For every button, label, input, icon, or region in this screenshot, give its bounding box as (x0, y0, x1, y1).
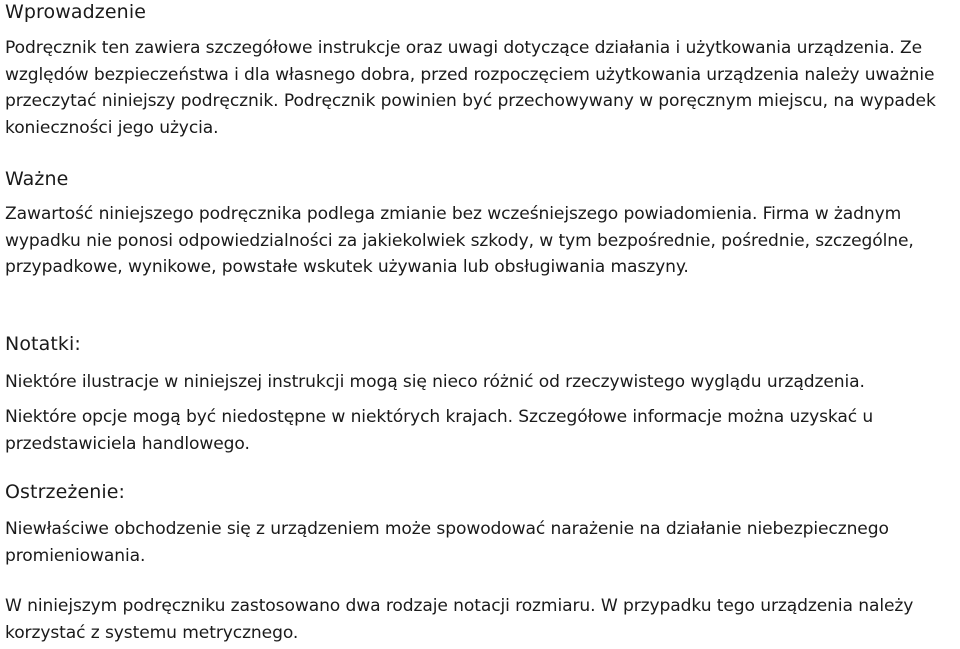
warning-paragraph: Niewłaściwe obchodzenie się z urządzeniem może spowodować narażenie na działanie niebezpiecznego promieniowania. (5, 519, 889, 566)
section-heading-warning: Ostrzeżenie: (5, 481, 126, 503)
notes-paragraph-illustrations: Niektóre ilustracje w niniejszej instrukcji mogą się nieco różnić od rzeczywistego wyglądu urządzenia. (5, 372, 865, 392)
notes-paragraph-options: Niektóre opcje mogą być niedostępne w niektórych krajach. Szczegółowe informacje można uzyskać u przedstawiciela handlowego. (5, 407, 874, 454)
important-paragraph: Zawartość niniejszego podręcznika podlega zmianie bez wcześniejszego powiadomienia. Firma w żadnym wypadku nie ponosi odpowiedzialności za jakiekolwiek szkody, w tym bezpośrednie, pośrednie, szczególne, przypadkowe, wynikowe, powstałe wskutek używania lub obsługiwania maszyny. (5, 204, 914, 277)
section-heading-introduction: Wprowadzenie (5, 1, 146, 23)
introduction-paragraph: Podręcznik ten zawiera szczegółowe instrukcje oraz uwagi dotyczące działania i użytkowania urządzenia. Ze względów bezpieczeństwa i dla własnego dobra, przed rozpoczęciem użytkowania urządzenia należy uważnie przeczytać niniejszy podręcznik. Podręcznik powinien być przechowywany w poręcznym miejscu, na wypadek konieczności jego użycia. (5, 38, 936, 138)
units-notation-paragraph: W niniejszym podręczniku zastosowano dwa rodzaje notacji rozmiaru. W przypadku tego urządzenia należy korzystać z systemu metrycznego. (5, 596, 914, 643)
section-heading-notes: Notatki: (5, 333, 81, 355)
section-heading-important: Ważne (5, 168, 69, 190)
